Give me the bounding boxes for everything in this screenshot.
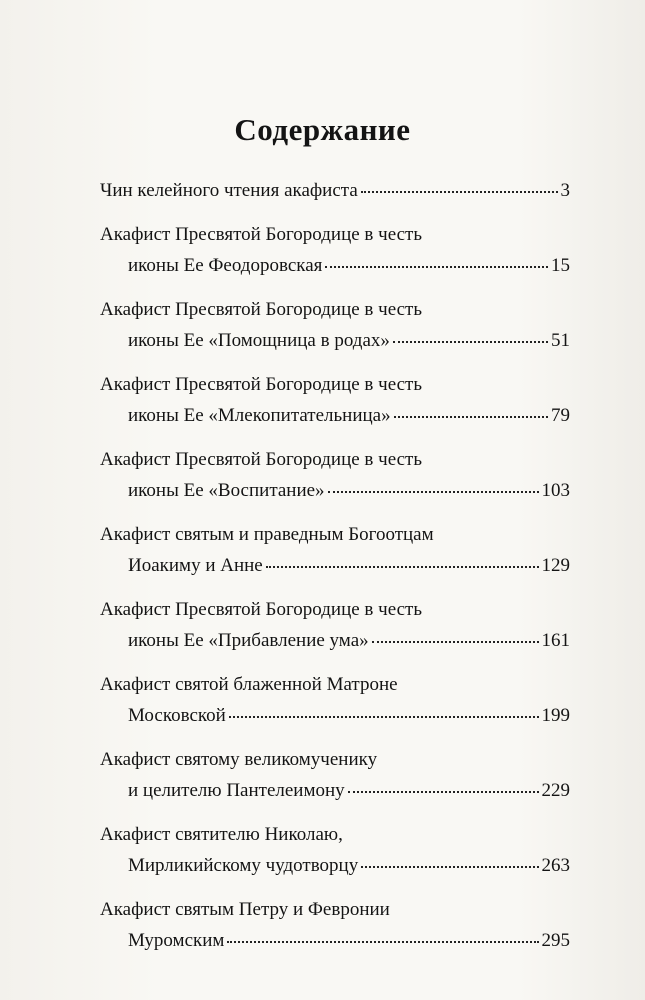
toc-entry-line [100, 894, 570, 925]
toc-entry-text: иконы Ее «Помощница в родах» [128, 330, 390, 351]
toc-page-number: 199 [541, 705, 570, 726]
toc-entry-line [100, 925, 570, 956]
dot-leader [348, 790, 539, 793]
toc-page-number: 51 [551, 330, 570, 351]
toc-entry-line [100, 325, 570, 356]
toc-entry-line [100, 594, 570, 625]
dot-leader [328, 490, 539, 493]
toc-entry-text: иконы Ее «Прибавление ума» [128, 630, 369, 651]
toc-entry-text: Московской [128, 705, 226, 726]
toc-entry-line [100, 369, 570, 400]
toc-entry-text: Иоакиму и Анне [128, 555, 263, 576]
toc-entry-line [100, 744, 570, 775]
toc-entry-line [100, 250, 570, 281]
toc-entry-text: и целителю Пантелеимону [128, 780, 345, 801]
toc-entry-text: Мирликийскому чудотворцу [128, 855, 359, 876]
toc-entry-text: Чин келейного чтения акафиста [100, 180, 358, 201]
dot-leader [325, 265, 548, 268]
toc-entry-text: Акафист святым и праведным Богоотцам [100, 524, 434, 545]
toc-page-number: 15 [551, 255, 570, 276]
toc-entry-line [100, 669, 570, 700]
toc-entry-text: Акафист святому великомученику [100, 749, 378, 770]
toc-entry-text: иконы Ее Феодоровская [128, 255, 323, 276]
toc-entry [100, 219, 570, 281]
toc-page-number: 295 [541, 930, 570, 951]
toc-entry-line [100, 444, 570, 475]
toc-entry-text: Акафист святителю Николаю, [100, 824, 343, 845]
table-of-contents [100, 175, 570, 969]
toc-entry-text: Акафист Пресвятой Богородице в честь [100, 224, 423, 245]
toc-entry [100, 744, 570, 806]
toc-page-number: 79 [551, 405, 570, 426]
dot-leader [394, 415, 548, 418]
dot-leader [266, 565, 539, 568]
toc-entry-text: Акафист святым Петру и Февронии [100, 899, 390, 920]
toc-entry [100, 819, 570, 881]
toc-page-number: 263 [541, 855, 570, 876]
toc-entry-text: Акафист Пресвятой Богородице в честь [100, 449, 423, 470]
dot-leader [229, 715, 539, 718]
toc-entry-line [100, 850, 570, 881]
dot-leader [361, 865, 538, 868]
toc-entry [100, 594, 570, 656]
toc-entry-line [100, 294, 570, 325]
toc-entry-line [100, 550, 570, 581]
toc-entry-line [100, 175, 570, 206]
dot-leader [372, 640, 539, 643]
toc-entry-line [100, 625, 570, 656]
toc-entry [100, 519, 570, 581]
toc-entry-text: Акафист Пресвятой Богородице в честь [100, 599, 423, 620]
toc-entry-line [100, 475, 570, 506]
dot-leader [227, 940, 538, 943]
toc-entry-text: иконы Ее «Млекопитательница» [128, 405, 391, 426]
toc-entry-text: иконы Ее «Воспитание» [128, 480, 325, 501]
page-title: Содержание [234, 112, 411, 147]
dot-leader [393, 340, 548, 343]
toc-entry [100, 294, 570, 356]
toc-entry-line [100, 519, 570, 550]
toc-entry-line [100, 775, 570, 806]
toc-entry-text: Акафист Пресвятой Богородице в честь [100, 299, 423, 320]
toc-entry-line [100, 400, 570, 431]
toc-page-number: 161 [541, 630, 570, 651]
toc-entry-text: Муромским [128, 930, 225, 951]
toc-entry-text: Акафист Пресвятой Богородице в честь [100, 374, 423, 395]
toc-entry [100, 894, 570, 956]
toc-page-number: 3 [560, 180, 570, 201]
toc-entry [100, 669, 570, 731]
toc-entry [100, 444, 570, 506]
toc-entry-line [100, 819, 570, 850]
toc-entry [100, 175, 570, 206]
toc-page-number: 229 [541, 780, 570, 801]
toc-entry-line [100, 700, 570, 731]
toc-entry-text: Акафист святой блаженной Матроне [100, 674, 398, 695]
dot-leader [361, 190, 558, 193]
toc-page-number: 103 [541, 480, 570, 501]
toc-entry-line [100, 219, 570, 250]
toc-page-number: 129 [541, 555, 570, 576]
toc-entry [100, 369, 570, 431]
